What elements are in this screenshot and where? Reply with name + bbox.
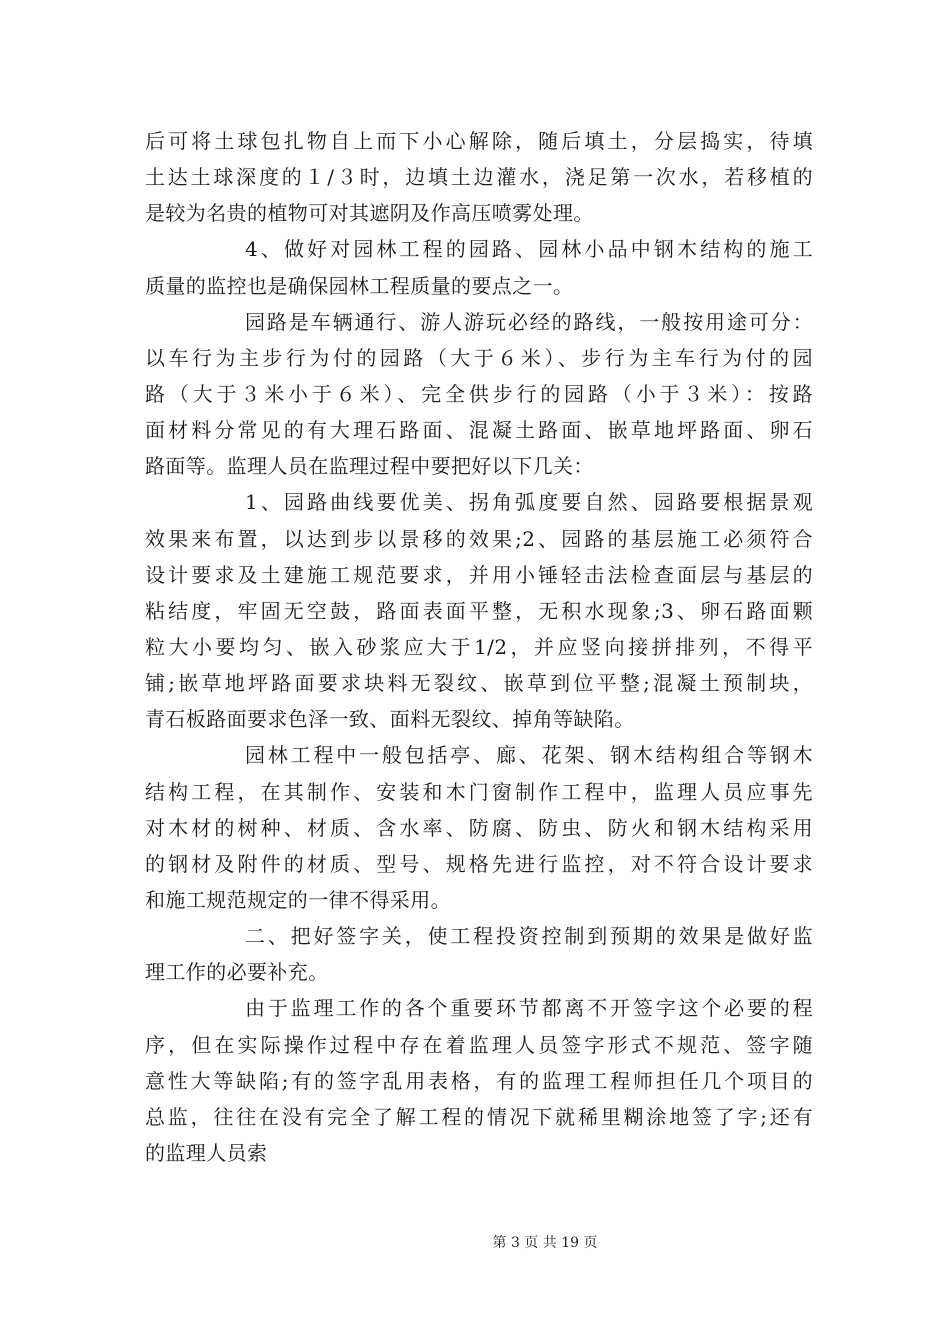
text-line: 青石板路面要求色泽一致、面料无裂纹、掉角等缺陷。: [145, 707, 635, 732]
page-number-footer: 第 3 页 共 19 页: [492, 1235, 598, 1251]
text-line: 园林工程中一般包括亭、廊、花架、钢木结构组合等钢木: [245, 743, 813, 768]
text-line: 铺;嵌草地坪路面要求块料无裂纹、嵌草到位平整;混凝土预制块，: [145, 671, 813, 696]
text-line: 路面等。监理人员在监理过程中要把好以下几关：: [145, 454, 594, 479]
text-line: 4、做好对园林工程的园路、园林小品中钢木结构的施工: [245, 237, 813, 262]
text-line: 土达土球深度的１/３时，边填土边灌水，浇足第一次水，若移植的: [145, 165, 813, 190]
text-line: 粒大小要均匀、嵌入砂浆应大于1/2，并应竖向接拼排列，不得平: [145, 634, 813, 659]
text-line: 序，但在实际操作过程中存在着监理人员签字形式不规范、签字随: [145, 1032, 813, 1057]
text-line: 路（大于３米小于６米）、完全供步行的园路（小于３米）：按路: [145, 381, 813, 406]
text-line: 效果来布置，以达到步以景移的效果;2、园路的基层施工必须符合: [145, 526, 813, 551]
text-line: 结构工程，在其制作、安装和木门窗制作工程中，监理人员应事先: [145, 779, 813, 804]
text-line: 的钢材及附件的材质、型号、规格先进行监控，对不符合设计要求: [145, 851, 813, 876]
text-line: 由于监理工作的各个重要环节都离不开签字这个必要的程: [245, 996, 813, 1021]
text-line: 的监理人员索: [145, 1140, 268, 1165]
text-line: 意性大等缺陷;有的签字乱用表格，有的监理工程师担任几个项目的: [145, 1068, 813, 1093]
text-line: 园路是车辆通行、游人游玩必经的路线，一般按用途可分：: [245, 309, 813, 334]
text-line: 总监，往往在没有完全了解工程的情况下就稀里糊涂地签了字;还有: [145, 1104, 813, 1129]
text-line: 二、把好签字关，使工程投资控制到预期的效果是做好监: [245, 924, 813, 949]
text-line: 面材料分常见的有大理石路面、混凝土路面、嵌草地坪路面、卵石: [145, 418, 813, 443]
text-line: 对木材的树种、材质、含水率、防腐、防虫、防火和钢木结构采用: [145, 815, 813, 840]
text-line: 后可将土球包扎物自上而下小心解除，随后填土，分层捣实，待填: [145, 129, 813, 153]
text-line: 和施工规范规定的一律不得采用。: [145, 887, 451, 912]
text-line: 是较为名贵的植物可对其遮阴及作高压喷雾处理。: [145, 201, 594, 226]
text-line: 1、园路曲线要优美、拐角弧度要自然、园路要根据景观: [245, 490, 813, 515]
text-line: 质量的监控也是确保园林工程质量的要点之一。: [145, 273, 574, 298]
document-body: [145, 123, 813, 1171]
text-line: 设计要求及土建施工规范要求，并用小锤轻击法检查面层与基层的: [145, 562, 813, 587]
text-line: 粘结度，牢固无空鼓，路面表面平整，无积水现象;3、卵石路面颗: [145, 598, 813, 623]
text-line: 理工作的必要补充。: [145, 960, 329, 985]
text-line: 以车行为主步行为付的园路（大于６米）、步行为主车行为付的园: [145, 345, 813, 370]
